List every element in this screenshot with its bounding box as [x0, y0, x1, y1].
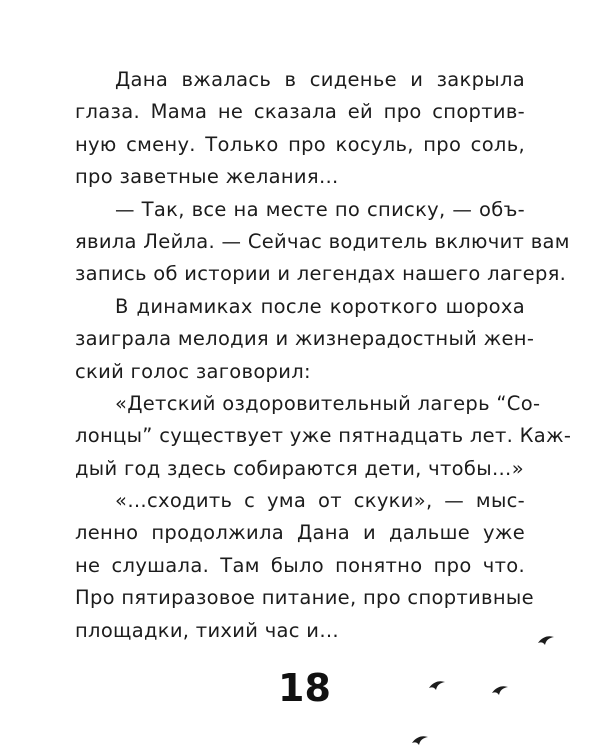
- bird-icon: [410, 733, 430, 747]
- text-line: «…сходить с ума от скуки», — мыс-: [115, 489, 525, 513]
- text-line: не слушала. Там было понятно про что.: [75, 553, 525, 577]
- text-line: дый год здесь собираются дети, чтобы…»: [75, 456, 524, 480]
- text-line: Дана вжалась в сиденье и закрыла: [115, 68, 525, 91]
- text-line: явила Лейла. — Сейчас водитель включит вам: [75, 229, 570, 253]
- bird-icon: [536, 633, 556, 647]
- bird-icon: [490, 683, 510, 697]
- page-number: 18: [278, 666, 331, 710]
- text-line: заиграла мелодия и жизнерадостный жен-: [75, 327, 535, 351]
- text-line: площадки, тихий час и…: [75, 618, 340, 642]
- text-line: Про пятиразовое питание, про спортивные: [75, 586, 534, 610]
- text-line: «Детский оздоровительный лагерь “Со-: [115, 391, 541, 415]
- text-line: ский голос заговорил:: [75, 359, 311, 383]
- bird-icon: [427, 678, 447, 692]
- text-line: запись об истории и легендах нашего лагеря.: [75, 262, 567, 286]
- body-text: [75, 64, 572, 647]
- text-line: В динамиках после короткого шороха: [115, 294, 525, 318]
- text-line: ленно продолжила Дана и дальше уже: [75, 521, 525, 545]
- text-line: про заветные желания…: [75, 165, 339, 189]
- text-line: глаза. Мама не сказала ей про спортив-: [75, 100, 525, 124]
- text-line: — Так, все на месте по списку, — объ-: [115, 197, 525, 221]
- text-line: ную смену. Только про косуль, про соль,: [75, 132, 525, 156]
- text-line: лонцы” существует уже пятнадцать лет. Каж-: [75, 424, 572, 448]
